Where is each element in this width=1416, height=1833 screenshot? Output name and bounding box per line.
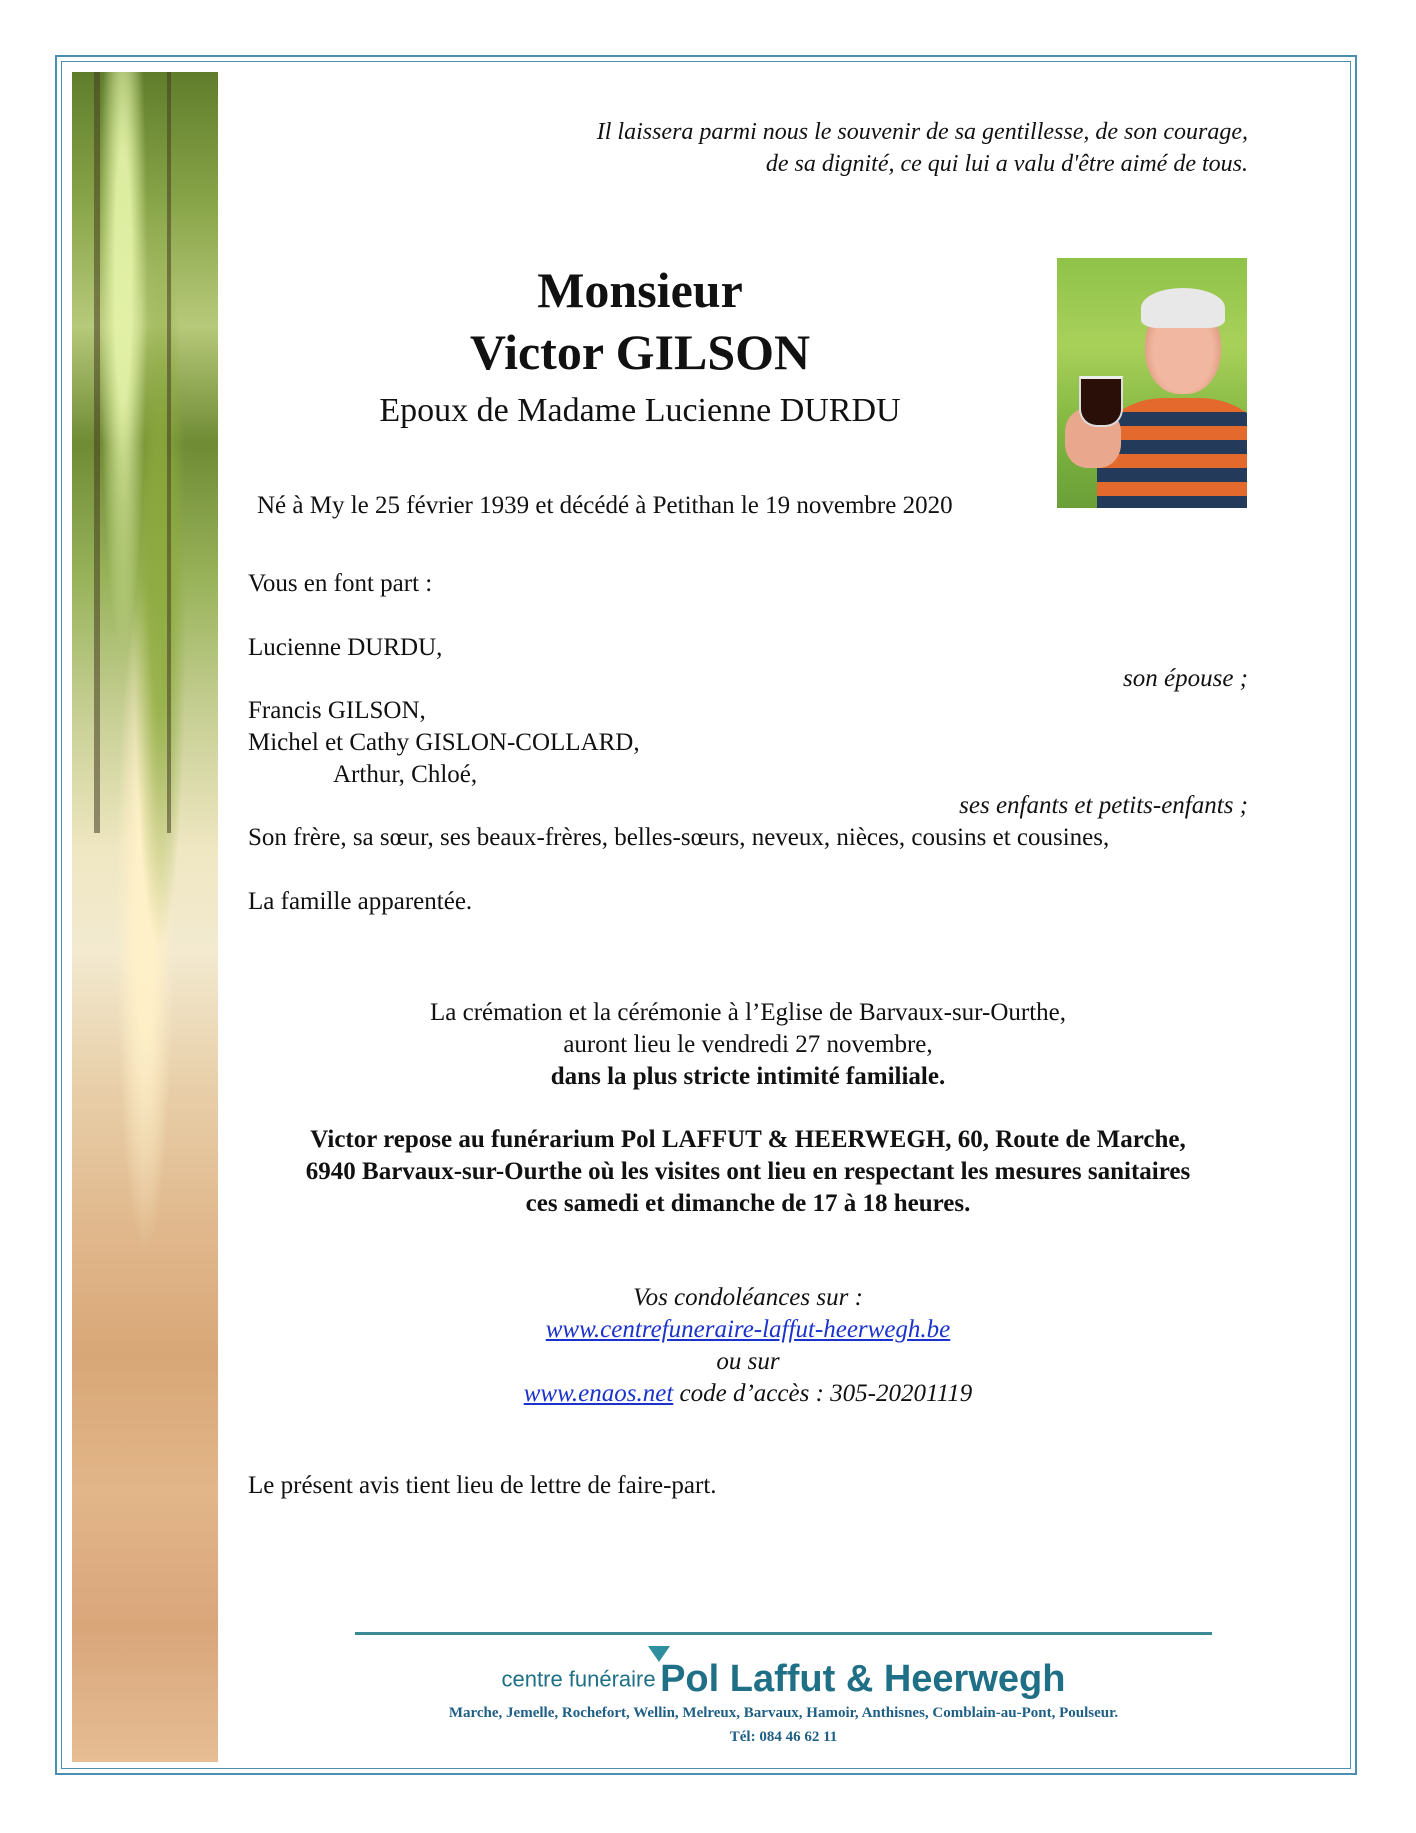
logo-big-text: Pol Laffut & Heerwegh xyxy=(660,1658,1066,1700)
footer-towns: Marche, Jemelle, Rochefort, Wellin, Melreux, Barvaux, Hamoir, Anthisnes, Comblain-au-Pont, Poulseur. xyxy=(448,1705,1119,1721)
spouse-role: son épouse ; xyxy=(1123,665,1248,692)
visitation-line-1: Victor repose au funérarium Pol LAFFUT & HEERWEGH, 60, Route de Marche, xyxy=(310,1126,1186,1153)
condolences-block xyxy=(248,1282,1248,1410)
family-intro: Vous en font part : xyxy=(248,570,433,597)
quote-line-2: de sa dignité, ce qui lui a valu d'être aimé de tous. xyxy=(765,151,1248,177)
quote-line-1: Il laissera parmi nous le souvenir de sa gentillesse, de son courage, xyxy=(596,119,1248,145)
footer-divider xyxy=(355,1632,1212,1635)
visitation-line-2: 6940 Barvaux-sur-Ourthe où les visites ont lieu en respectant les mesures sanitaires xyxy=(305,1158,1191,1185)
memorial-quote xyxy=(348,116,1248,180)
ceremony-block xyxy=(248,997,1248,1093)
spouse-name: Lucienne DURDU, xyxy=(248,634,443,661)
closing-note: Le présent avis tient lieu de lettre de faire-part. xyxy=(248,1472,717,1499)
funeral-home-logo xyxy=(355,1658,1212,1701)
spouse-line: Epoux de Madame Lucienne DURDU xyxy=(379,392,901,429)
ceremony-line-1: La crémation et la cérémonie à l’Eglise de Barvaux-sur-Ourthe, xyxy=(429,999,1067,1026)
child-2: Michel et Cathy GISLON-COLLARD, xyxy=(248,729,640,756)
logo-small-text: centre funéraire xyxy=(501,1666,656,1692)
extended-family: La famille apparentée. xyxy=(248,888,473,915)
salutation: Monsieur xyxy=(537,262,743,318)
deceased-portrait-photo xyxy=(1057,258,1247,508)
access-code: code d’accès : 305-20201119 xyxy=(673,1380,973,1407)
ceremony-line-3: dans la plus stricte intimité familiale. xyxy=(550,1063,946,1090)
child-1: Francis GILSON, xyxy=(248,697,426,724)
visitation-line-3: ces samedi et dimanche de 17 à 18 heures. xyxy=(525,1190,971,1217)
forest-path-photo xyxy=(72,72,218,1762)
funeral-home-link[interactable]: www.centrefuneraire-laffut-heerwegh.be xyxy=(545,1316,951,1343)
enaos-link[interactable]: www.enaos.net xyxy=(523,1380,674,1407)
condolences-or: ou sur xyxy=(716,1348,780,1375)
birth-death-dates: Né à My le 25 février 1939 et décédé à Petithan le 19 novembre 2020 xyxy=(257,492,953,519)
children-role: ses enfants et petits-enfants ; xyxy=(959,792,1248,819)
footer-phone: Tél: 084 46 62 11 xyxy=(729,1729,838,1745)
ceremony-line-2: auront lieu le vendredi 27 novembre, xyxy=(563,1031,933,1058)
grandchildren: Arthur, Chloé, xyxy=(333,761,478,788)
condolences-intro: Vos condoléances sur : xyxy=(633,1284,863,1311)
siblings-line: Son frère, sa sœur, ses beaux-frères, belles-sœurs, neveux, nièces, cousins et cousines, xyxy=(248,824,1110,851)
visitation-block xyxy=(248,1124,1248,1220)
deceased-name: Victor GILSON xyxy=(469,324,811,380)
